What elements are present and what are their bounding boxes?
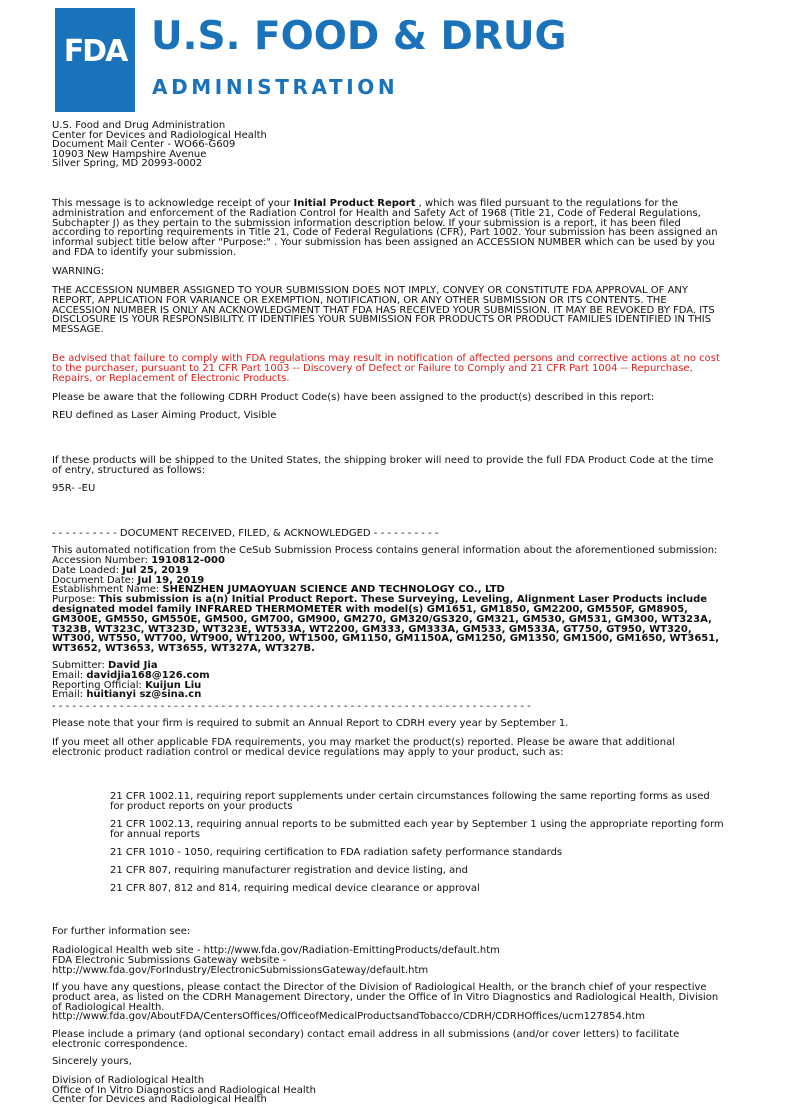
regulation-item: 21 CFR 807, 812 and 814, requiring medical device clearance or approval <box>110 883 480 894</box>
questions-notice: If you have any questions, please contact the Director of the Division of Radiological Health, or the branch chief of your respective product area, as listed on the CDRH Management Directory, under the Office of In Vitro Diagnostics and Radiological Health, Division of Radiological Health. http://www.fda.gov/AboutFDA/CentersOffices/OfficeofMedicalProductsandTobacco/CDRH/CDRHOffices/ucm127854.htm <box>52 983 726 1022</box>
warning-text: THE ACCESSION NUMBER ASSIGNED TO YOUR SUBMISSION DOES NOT IMPLY, CONVEY OR CONSTITUTE FDA APPROVAL OF ANY REPORT, APPLICATION FOR VARIANCE OR EXEMPTION, NOTIFICATION, OR ANY OTHER SUBMISSION OR ITS CONTENTS. THE ACCESSION NUMBER IS ONLY AN ACKNOWLEDGMENT THAT FDA HAS RECEIVED YOUR SUBMISSION. IT MAY BE REVOKED BY FDA. ITS DISCLOSURE IS YOUR RESPONSIBILITY. IT IDENTIFIES YOUR SUBMISSION FOR PRODUCTS OR PRODUCT FAMILIES IDENTIFIED IN THIS MESSAGE. <box>52 285 715 336</box>
links-block <box>52 946 726 975</box>
agency-subtitle: ADMINISTRATION <box>152 75 399 99</box>
intro-paragraph: This message is to acknowledge receipt of your Initial Product Report , which was filed pursuant to the regulations for the administration and enforcement of the Radiation Control for Health and Safety Act of 1968 (Title 21, Code of Federal Regulations, Subchapter J) as they pertain to the submission information description below. If your submission is a report, it has been filed according to reporting requirements in Title 21, Code of Federal Regulations (CFR), Part 1002. Your submission has been assigned an informal subject title below after "Purpose:" . Your submission has been assigned an ACCESSION NUMBER which can be used by you and FDA to identify your submission. <box>52 198 718 258</box>
product-code-full: 95R- -EU <box>52 483 96 494</box>
shipping-notice: If these products will be shipped to the United States, the shipping broker will need to provide the full FDA Product Code at the time of entry, structured as follows: <box>52 455 714 476</box>
email-notice: Please include a primary (and optional secondary) contact email address in all submissions (and/or cover letters) to facilitate electronic correspondence. <box>52 1029 680 1050</box>
further-info-label: For further information see: <box>52 926 191 937</box>
regulation-item: 21 CFR 1002.11, requiring report supplements under certain circumstances following the same reporting forms as used for product reports on your products <box>110 791 710 812</box>
product-code-definition: REU defined as Laser Aiming Product, Visible <box>52 410 277 421</box>
warning-label: WARNING: <box>52 266 105 277</box>
date-loaded: Jul 25, 2019 <box>122 564 189 576</box>
address-line: U.S. Food and Drug Administration <box>52 120 226 131</box>
agency-name: U.S. FOOD & DRUG <box>151 14 567 59</box>
received-separator: - - - - - - - - - - DOCUMENT RECEIVED, FILED, & ACKNOWLEDGED - - - - - - - - - - <box>52 528 439 539</box>
fda-logo-box <box>55 8 135 112</box>
official-email: huitianyi sz@sina.cn <box>86 689 202 701</box>
signature-line: Center for Devices and Radiological Health <box>52 1094 267 1106</box>
submitter-email: davidjia168@126.com <box>86 669 210 681</box>
regulation-item: 21 CFR 1002.13, requiring annual reports to be submitted each year by September 1 using the appropriate reporting form for annual reports <box>110 819 724 840</box>
regulation-item: 21 CFR 807, requiring manufacturer registration and device listing, and <box>110 865 468 876</box>
submitter-name: David Jia <box>108 660 158 671</box>
market-notice: If you meet all other applicable FDA requirements, you may market the product(s) reported. Please be aware that additional electronic product radiation control or medical device regulations may apply to your product, such as: <box>52 737 676 758</box>
fda-logo-text: FDA <box>63 34 127 69</box>
auto-notice: This automated notification from the CeSub Submission Process contains general information about the aforementioned submission: <box>52 545 718 556</box>
document-date: Jul 19, 2019 <box>137 574 205 586</box>
product-code-notice: Please be aware that the following CDRH Product Code(s) have been assigned to the product(s) described in this report: <box>52 392 655 403</box>
gateway-label: FDA Electronic Submissions Gateway website - <box>52 954 287 966</box>
signature-line: Office of In Vitro Diagnostics and Radiological Health <box>52 1084 316 1096</box>
cdrh-directory-link[interactable]: http://www.fda.gov/AboutFDA/CentersOffices/OfficeofMedicalProductsandTobacco/CDRH/CDRHOffices/ucm127854.htm <box>52 1011 646 1023</box>
establishment-name: SHENZHEN JUMAOYUAN SCIENCE AND TECHNOLOGY CO., LTD <box>162 584 505 596</box>
purpose-text: This submission is a(n) Initial Product Report. These Surveying, Leveling, Alignment Laser Products include designated model family INFRARED THERMOMETER with model(s) GM1651, GM1850, GM2200, GM550F, GM8905, GM300E, GM550, GM550E, GM500, GM700, GM900, GM270, GM320/GS320, GM321, GM530, GM531, GM300, WT323A, T323B, WT323C, WT323D, WT323E, WT533A, WT2200, GM333, GM333A, GM533, GM533A, GT750, GT950, WT320, WT300, WT550, WT700, WT900, WT1200, WT1500, GM1150, GM1150A, GM1250, GM1350, GM1500, GM1650, WT3651, WT3652, WT3653, WT3655, WT327A, WT327B. <box>52 594 719 655</box>
mailing-address <box>52 121 726 169</box>
contact-details: Submitter: David Jia Email: davidjia168@126.com Reporting Official: Kuijun Liu Email: huitianyi sz@sina.cn <box>52 660 210 701</box>
address-line: 10903 New Hampshire Avenue <box>52 148 207 160</box>
address-line: Silver Spring, MD 20993-0002 <box>52 158 203 170</box>
signature-block <box>52 1076 726 1105</box>
red-notice: Be advised that failure to comply with FDA regulations may result in notification of affected persons and corrective actions at no cost to the purchaser, pursuant to 21 CFR Part 1003 -- Discovery of Defect or Failure to Comply and 21 CFR Part 1004 -- Repurchase, Repairs, or Replacement of Electronic Products. <box>52 353 720 384</box>
gateway-link[interactable]: http://www.fda.gov/ForIndustry/ElectronicSubmissionsGateway/default.htm <box>52 964 429 976</box>
radiological-health-link[interactable]: Radiological Health web site - http://www.fda.gov/Radiation-EmittingProducts/default.htm <box>52 945 500 956</box>
reporting-official: Kuijun Liu <box>145 679 202 691</box>
submission-details: Accession Number: 1910812-000 Date Loaded: Jul 25, 2019 Document Date: Jul 19, 2019 Establishment Name: SHENZHEN JUMAOYUAN SCIENCE AND TECHNOLOGY CO., LTD Purpose: This submission is a(n) Initial Product Report. These Surveying, Leveling, Alignment Laser Products include designated model family INFRARED THERMOMETER with model(s) GM1651, GM1850, GM2200, GM550F, GM8905, GM300E, GM550, GM550E, GM500, GM700, GM900, GM270, GM320/GS320, GM321, GM530, GM531, GM300, WT323A, T323B, WT323C, WT323D, WT323E, WT533A, WT2200, GM333, GM333A, GM533, GM533A, GT750, GT950, WT320, WT300, WT550, WT700, WT900, WT1200, WT1500, GM1150, GM1150A, GM1250, GM1350, GM1500, GM1650, WT3651, WT3652, WT3653, WT3655, WT327A, WT327B. <box>52 555 719 655</box>
accession-number: 1910812-000 <box>151 555 225 566</box>
address-line: Center for Devices and Radiological Health <box>52 129 267 141</box>
annual-report-notice: Please note that your firm is required to submit an Annual Report to CDRH every year by September 1. <box>52 718 569 729</box>
address-line: Document Mail Center - WO66-G609 <box>52 139 236 151</box>
fda-header <box>55 8 755 114</box>
report-type: Initial Product Report <box>293 198 416 209</box>
dash-separator: - - - - - - - - - - - - - - - - - - - - - - - - - - - - - - - - - - - - - - - - - - - - - - - - - - - - - - - - - - - - - - - - - - - - - - - <box>52 701 531 712</box>
signature-line: Division of Radiological Health <box>52 1075 205 1086</box>
regulation-item: 21 CFR 1010 - 1050, requiring certification to FDA radiation safety performance standards <box>110 847 563 858</box>
closing: Sincerely yours, <box>52 1056 132 1067</box>
